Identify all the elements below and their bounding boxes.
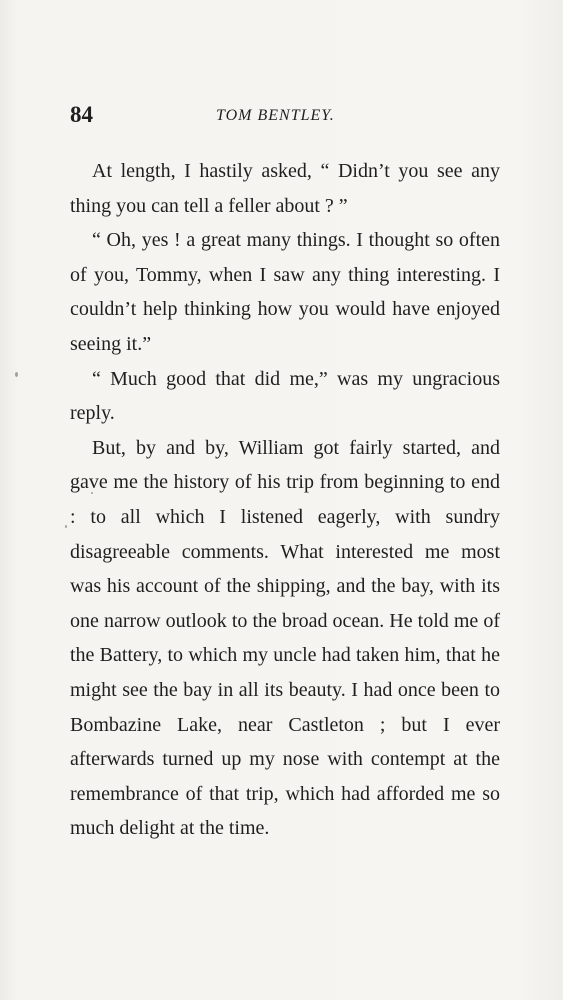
body-text [70, 154, 500, 846]
page-number: 84 [70, 102, 93, 127]
ink-speck [15, 372, 18, 377]
paragraph-1: At length, I hastily asked, “ Didn’t you see any thing you can tell a feller about ? ” [70, 160, 500, 217]
ink-speck [91, 492, 93, 494]
ink-speck [65, 525, 67, 528]
paragraph-2: “ Oh, yes ! a great many things. I thought so often of you, Tommy, when I saw any thing interesting. I couldn’t help thinking how you would have enjoyed seeing it.” [70, 229, 500, 355]
paragraph-3: “ Much good that did me,” was my ungracious reply. [70, 367, 500, 425]
running-head: TOM BENTLEY. [216, 107, 335, 124]
paragraph-4: But, by and by, William got fairly started, and gave me the history of his trip from beginning to end : to all which I listened eagerly, with sundry disagreeable comments. What interested me most was his account of the shipping, and the bay, with its one narrow outlook to the broad ocean. He told me of the Battery, to which my uncle had taken him, that he might see the bay in all its beauty. I had once been to Bombazine Lake, near Castleton ; but I ever afterwards turned up my nose with contempt at the remembrance of that trip, which had afforded me so much delight at the time. [70, 436, 500, 840]
page-header [70, 100, 500, 130]
